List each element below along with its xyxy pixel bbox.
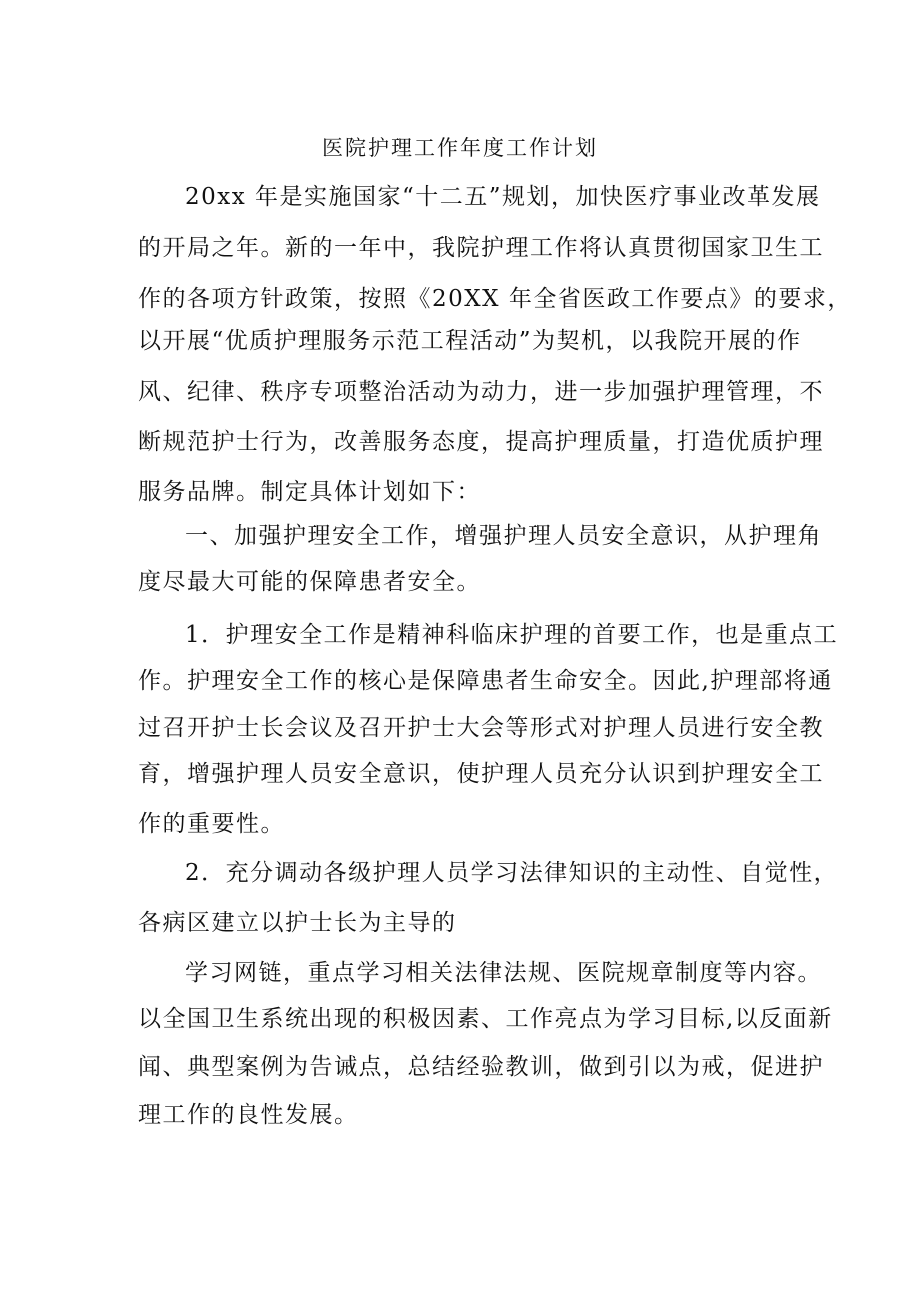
paragraph-line: 作的各项方针政策，按照《20XX 年全省医政工作要点》的要求， [138,286,852,312]
paragraph-line: 服务品牌。制定具体计划如下： [138,479,481,505]
paragraph-line: 以开展“优质护理服务示范工程活动”为契机，以我院开展的作 [138,328,802,354]
paragraph-line: 1．护理安全工作是精神科临床护理的首要工作，也是重点工 [185,622,839,648]
paragraph-line: 理工作的良性发展。 [138,1102,359,1128]
paragraph-line: 育，增强护理人员安全意识，使护理人员充分认识到护理安全工 [138,761,824,787]
paragraph-line: 20xx 年是实施国家“十二五”规划，加快医疗事业改革发展 [185,184,821,210]
paragraph-line: 的开局之年。新的一年中，我院护理工作将认真贯彻国家卫生工 [138,235,824,261]
paragraph-line: 作的重要性。 [138,811,285,837]
document-title: 医院护理工作年度工作计划 [322,136,598,160]
paragraph-line: 2．充分调动各级护理人员学习法律知识的主动性、自觉性， [185,860,839,886]
paragraph-line: 风、纪律、秩序专项整治活动为动力，进一步加强护理管理，不 [138,379,824,405]
paragraph-line: 闻、典型案例为告诫点，总结经验教训，做到引以为戒，促进护 [138,1054,824,1080]
paragraph-line: 断规范护士行为，改善服务态度，提高护理质量，打造优质护理 [138,429,824,455]
paragraph-line: 学习网链，重点学习相关法律法规、医院规章制度等内容。 [185,960,822,986]
paragraph-line: 以全国卫生系统出现的积极因素、工作亮点为学习目标,以反面新 [138,1006,833,1032]
section-heading-line: 度尽最大可能的保障患者安全。 [138,569,481,595]
paragraph-line: 各病区建立以护士长为主导的 [138,910,457,936]
paragraph-line: 作。护理安全工作的核心是保障患者生命安全。因此,护理部将通 [138,668,833,694]
paragraph-line: 过召开护士长会议及召开护士大会等形式对护理人员进行安全教 [138,715,824,741]
section-heading-line: 一、加强护理安全工作，增强护理人员安全意识，从护理角 [185,523,822,549]
